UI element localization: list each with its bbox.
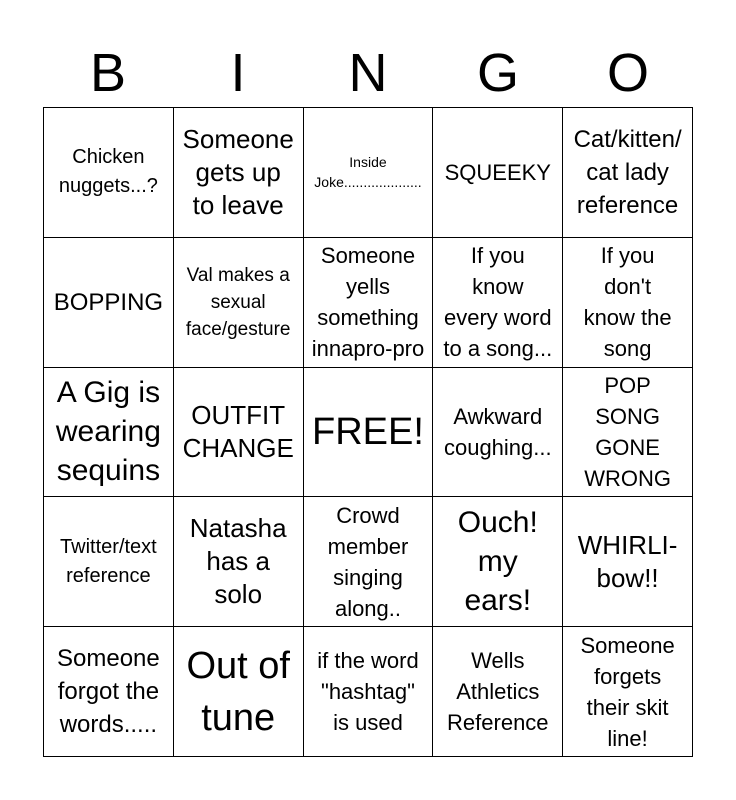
cell-text: Ouch! my ears! bbox=[457, 506, 538, 618]
bingo-cell-r4-c1[interactable] bbox=[44, 497, 174, 627]
header-letter-b: B bbox=[89, 43, 127, 103]
free-space-label: FREE! bbox=[312, 410, 424, 453]
cell-text: if the word "hashtag" is used bbox=[317, 648, 419, 736]
bingo-cell-r4-c2[interactable] bbox=[174, 497, 304, 627]
bingo-cell-r1-c4[interactable] bbox=[433, 108, 563, 238]
header-letter-n: N bbox=[348, 43, 388, 103]
bingo-cell-r3-c4[interactable] bbox=[433, 368, 563, 498]
bingo-cell-r4-c4[interactable] bbox=[433, 497, 563, 627]
cell-text: If you know every word to a song... bbox=[443, 243, 553, 362]
bingo-cell-r4-c5[interactable] bbox=[563, 497, 693, 627]
cell-text: Inside Joke.................... bbox=[314, 154, 422, 191]
bingo-cell-r5-c5[interactable] bbox=[563, 627, 693, 757]
cell-text: BOPPING bbox=[53, 288, 164, 316]
cell-text: Someone yells something innapro-pro bbox=[311, 243, 425, 362]
bingo-cell-r1-c5[interactable] bbox=[563, 108, 693, 238]
header-letter-o: O bbox=[606, 43, 649, 103]
bingo-cell-r2-c3[interactable] bbox=[304, 238, 434, 368]
bingo-cell-r1-c3[interactable] bbox=[304, 108, 434, 238]
cell-text: Twitter/text reference bbox=[60, 535, 157, 587]
bingo-cell-r3-c1[interactable] bbox=[44, 368, 174, 498]
cell-text: Wells Athletics Reference bbox=[447, 648, 549, 736]
cell-text: SQUEEKY bbox=[444, 159, 551, 185]
cell-text: Out of tune bbox=[186, 644, 290, 739]
cell-text: Val makes a sexual face/gesture bbox=[185, 264, 291, 340]
bingo-cell-r5-c2[interactable] bbox=[174, 627, 304, 757]
bingo-header bbox=[43, 40, 693, 106]
bingo-cell-r2-c4[interactable] bbox=[433, 238, 563, 368]
cell-text: Someone gets up to leave bbox=[182, 123, 294, 220]
cell-text: Natasha has a solo bbox=[189, 513, 287, 610]
cell-text: Cat/kitten/ cat lady reference bbox=[573, 125, 682, 219]
cell-text: A Gig is wearing sequins bbox=[55, 376, 161, 488]
cell-text: Crowd member singing along.. bbox=[327, 502, 409, 621]
bingo-cell-r5-c1[interactable] bbox=[44, 627, 174, 757]
bingo-cell-r3-c2[interactable] bbox=[174, 368, 304, 498]
bingo-cell-r1-c2[interactable] bbox=[174, 108, 304, 238]
bingo-cell-r3-c5[interactable] bbox=[563, 368, 693, 498]
cell-text: Someone forgot the words..... bbox=[57, 645, 160, 739]
cell-text: Awkward coughing... bbox=[443, 403, 552, 460]
cell-text: OUTFIT CHANGE bbox=[182, 399, 294, 463]
cell-text: POP SONG GONE WRONG bbox=[584, 372, 671, 491]
bingo-cell-r2-c5[interactable] bbox=[563, 238, 693, 368]
cell-text: Chicken nuggets...? bbox=[58, 146, 158, 198]
bingo-cell-r5-c4[interactable] bbox=[433, 627, 563, 757]
bingo-cell-r4-c3[interactable] bbox=[304, 497, 434, 627]
cell-text: If you don't know the song bbox=[583, 243, 672, 362]
bingo-cell-r2-c1[interactable] bbox=[44, 238, 174, 368]
cell-text: WHIRLI- bow!! bbox=[577, 529, 678, 593]
bingo-cell-r1-c1[interactable] bbox=[44, 108, 174, 238]
bingo-cell-r2-c2[interactable] bbox=[174, 238, 304, 368]
cell-text: Someone forgets their skit line! bbox=[580, 632, 675, 751]
header-letter-i: I bbox=[230, 43, 246, 103]
header-letter-g: G bbox=[476, 43, 519, 103]
bingo-cell-r5-c3[interactable] bbox=[304, 627, 434, 757]
bingo-card-grid bbox=[43, 107, 693, 757]
bingo-cell-r3-c3[interactable] bbox=[304, 368, 434, 498]
